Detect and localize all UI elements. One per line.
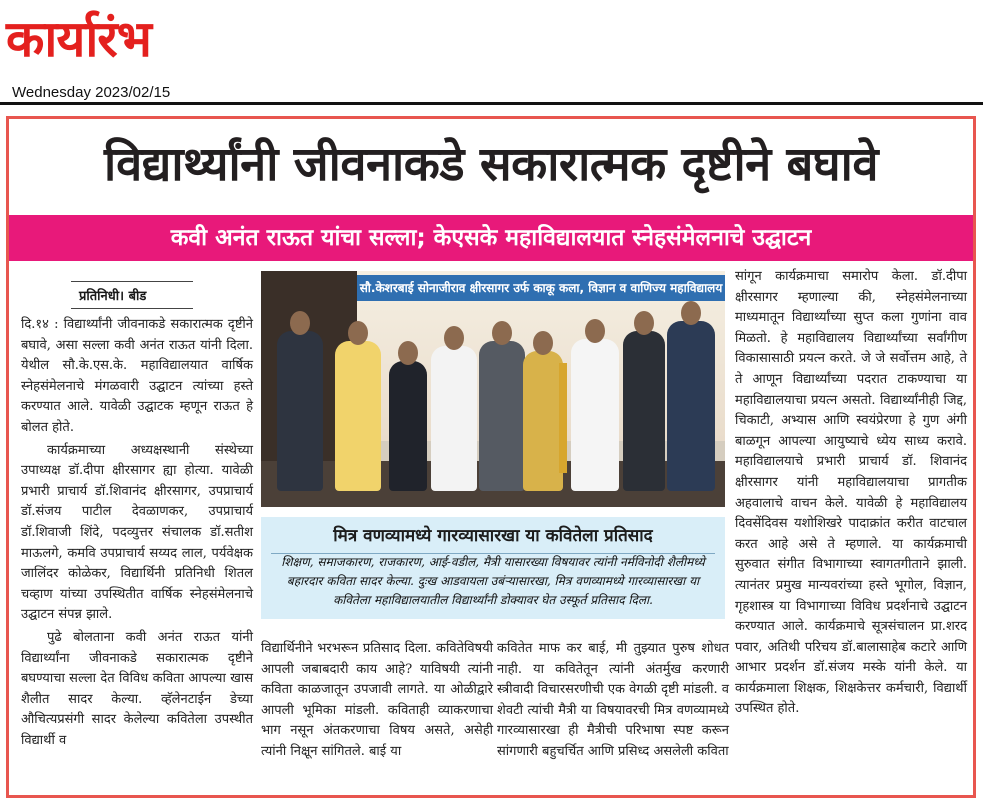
callout-divider bbox=[271, 553, 715, 554]
oil-lamp bbox=[559, 363, 567, 473]
paragraph-3: पुढे बोलताना कवी अनंत राऊत यांनी विद्यार्थ्यांना जीवनाकडे सकारात्मक दृष्टीने बघण्याचा सल्ला देत विविध कविता आपल्या खास शैलीत सादर केल्या. व्हॅलेनटाईन डेच्या औचित्यप्रसंगी सादर केलेल्या कवितेला उपस्थीत विद्यार्थी व bbox=[21, 629, 253, 748]
photo-person-head bbox=[444, 326, 464, 350]
event-photo bbox=[261, 271, 725, 507]
article-frame bbox=[6, 116, 976, 798]
photo-person-head bbox=[348, 321, 368, 345]
photo-person-head bbox=[290, 311, 310, 335]
article-headline: विद्यार्थ्यांनी जीवनाकडे सकारात्मक दृष्टीने बघावे bbox=[104, 137, 878, 192]
photo-person bbox=[523, 351, 563, 491]
article-subheadline: कवी अनंत राऊत यांचा सल्ला; केएसके महाविद्यालयात स्नेहसंमेलनाचे उद्घाटन bbox=[9, 215, 973, 261]
paragraph-6: सांगून कार्यक्रमाचा समारोप केला. डॉ.दीपा क्षीरसागर म्हणाल्या की, स्नेहसंमेलनाच्या माध्यमातून विद्यार्थ्यांच्या सुप्त कला गुणांना वाव मिळतो. हे महाविद्यालय विद्यार्थ्यांच्या सर्वांगीण विकासासाठी प्रयत्न करते. जे जे सर्वोत्तम आहे, ते ते आणून विद्यार्थ्यांच्या पदरात टाकण्याचा या महाविद्यालयाचा प्रयत्न असतो. विद्यार्थ्यांनीही जिद्द, चिकाटी, अभ्यास आणि स्वयंप्रेरणा हे गुण अंगी बाळगून आपल्या आयुष्याचे ध्येय साध्य करावे. महाविद्यालयाचे प्रभारी प्राचार्य डॉ. शिवानंद क्षीरसागर यांनी महाविद्यालयाचा प्रागतीक अहवालाचे वाचन केले. यावेळी हे महाविद्यालय दिवसेंदिवस यशोशिखरे पादाक्रांत करीत वाटचाल करत आहे असे ते म्हणाले. या कार्यक्रमाची सुरुवात संगीत विभागाच्या स्वागतगीताने झाली. त्यानंतर प्रमुख मान्यवरांच्या हस्ते भूगोल, विज्ञान, गृहशास्त्र या विभागाच्या विविध प्रदर्शनाचे उद्घाटन करण्यात आले. कार्यक्रमाचे सूत्रसंचालन प्रा.शरद पवार, अतिथी परिचय डॉ.बालासाहेब कटारे आणि आभार प्रदर्शन डॉ.संजय मस्के यांनी केले. या कार्यक्रमाला शिक्षक, शिक्षकेत्तर कर्मचारी, विद्यार्थी उपस्थित होते. bbox=[735, 269, 967, 717]
photo-person-head bbox=[533, 331, 553, 355]
photo-person bbox=[277, 331, 323, 491]
column-bottom-2 bbox=[497, 639, 729, 765]
paragraph-2: कार्यक्रमाच्या अध्यक्षस्थानी संस्थेच्या उपाध्यक्ष डॉ.दीपा क्षीरसागर ह्या होत्या. यावेळी प्रभारी प्राचार्य डॉ.शिवानंद क्षीरसागर, उपप्राचार्य डॉ.संजय पाटील देवळाणकर, उपप्राचार्य डॉ.शिवाजी शिंदे, पदव्युत्तर संचालक डॉ.सतीश माऊलगे, कमवि उपप्राचार्य सय्यद लाल, पर्यवेक्षक जालिंदर कोळेकर, विद्यार्थिनी प्रतिनिधी शितल चव्हाण यांच्या उपस्थितीत वार्षिक स्नेहसंमेलनाचे उद्घाटन संपन्न झाले. bbox=[21, 442, 253, 623]
column-right bbox=[735, 267, 967, 722]
masthead bbox=[0, 0, 983, 104]
photo-person bbox=[431, 346, 477, 491]
photo-person-head bbox=[634, 311, 654, 335]
photo-person bbox=[571, 339, 619, 491]
photo-person bbox=[335, 341, 381, 491]
photo-person bbox=[389, 361, 427, 491]
photo-person bbox=[667, 321, 715, 491]
callout-title: मित्र वणव्यामध्ये गारव्यासारखा या कवितेला प्रतिसाद bbox=[333, 526, 653, 546]
paragraph-5: कवितेत माफ कर बाई, मी तुझ्यात पुरुष शोधत नाही. या कवितेतून त्यांनी अंतर्मुख करणारी स्त्रीवादी विचारसरणीची एक वेगळी दृष्टी मांडली. व शेवटी त्यांची मैत्री या विषयावरची मित्र वणव्यामध्ये गारव्यासारखा ही मैत्रीची परिभाषा स्पष्ट करून सांगणारी बहुचर्चित आणि प्रसिध्द असलेली कविता bbox=[497, 641, 729, 759]
photo-banner: सौ.केशरबाई सोनाजीराव क्षीरसागर उर्फ काकू कला, विज्ञान व वाणिज्य महाविद्यालय bbox=[357, 275, 725, 301]
column-left bbox=[21, 315, 253, 753]
photo-person bbox=[479, 341, 525, 491]
callout-box bbox=[261, 517, 725, 619]
photo-person-head bbox=[585, 319, 605, 343]
masthead-divider bbox=[0, 102, 983, 105]
edition-date: Wednesday 2023/02/15 bbox=[12, 84, 171, 101]
photo-person-head bbox=[492, 321, 512, 345]
byline: प्रतिनिधी। बीड bbox=[71, 281, 193, 309]
callout-text: शिक्षण, समाजकारण, राजकारण, आई-वडील, मैत्री यासारख्या विषयावर त्यांनी नर्मविनोदी शैलीमध्ये बहारदार कविता सादर केल्या. दुःख आडवायला उबंऱ्यासारखा, मित्र वणव्यामध्ये गारव्यासारखा या कवितेला महाविद्यालयातील विद्यार्थ्यांनी डोक्यावर घेत उस्फूर्त प्रतिसाद दिला. bbox=[281, 555, 705, 607]
column-bottom-1 bbox=[261, 639, 493, 765]
photo-person bbox=[623, 331, 665, 491]
paragraph-4: विद्यार्थिनीने भरभरून प्रतिसाद दिला. कवितेविषयी आपली जबाबदारी काय आहे? याविषयी त्यांनी कविता काळजातून उपजावी लागते. या ओळीद्वारे आपली भूमिका मांडली. कविताही व्याकरणाचा भाग नसून अंतकरणाचा विषय असते, असेही त्यांनी निक्षून सांगितले. बाई या bbox=[261, 641, 493, 759]
photo-person-head bbox=[681, 301, 701, 325]
photo-person-head bbox=[398, 341, 418, 365]
newspaper-logo: कार्यारंभ bbox=[6, 10, 151, 68]
paragraph-1: दि.१४ : विद्यार्थ्यांनी जीवनाकडे सकारात्मक दृष्टीने बघावे, असा सल्ला कवी अनंत राऊत यांनी दिला. येथील सौ.के.एस.के. महाविद्यालयात वार्षिक स्नेहसंमेलनाचे मंगळवारी उद्घाटन त्यांच्या हस्ते करण्यात आले. यावेळी उद्घाटक म्हणून राऊत हे बोलत होते. bbox=[21, 317, 253, 435]
